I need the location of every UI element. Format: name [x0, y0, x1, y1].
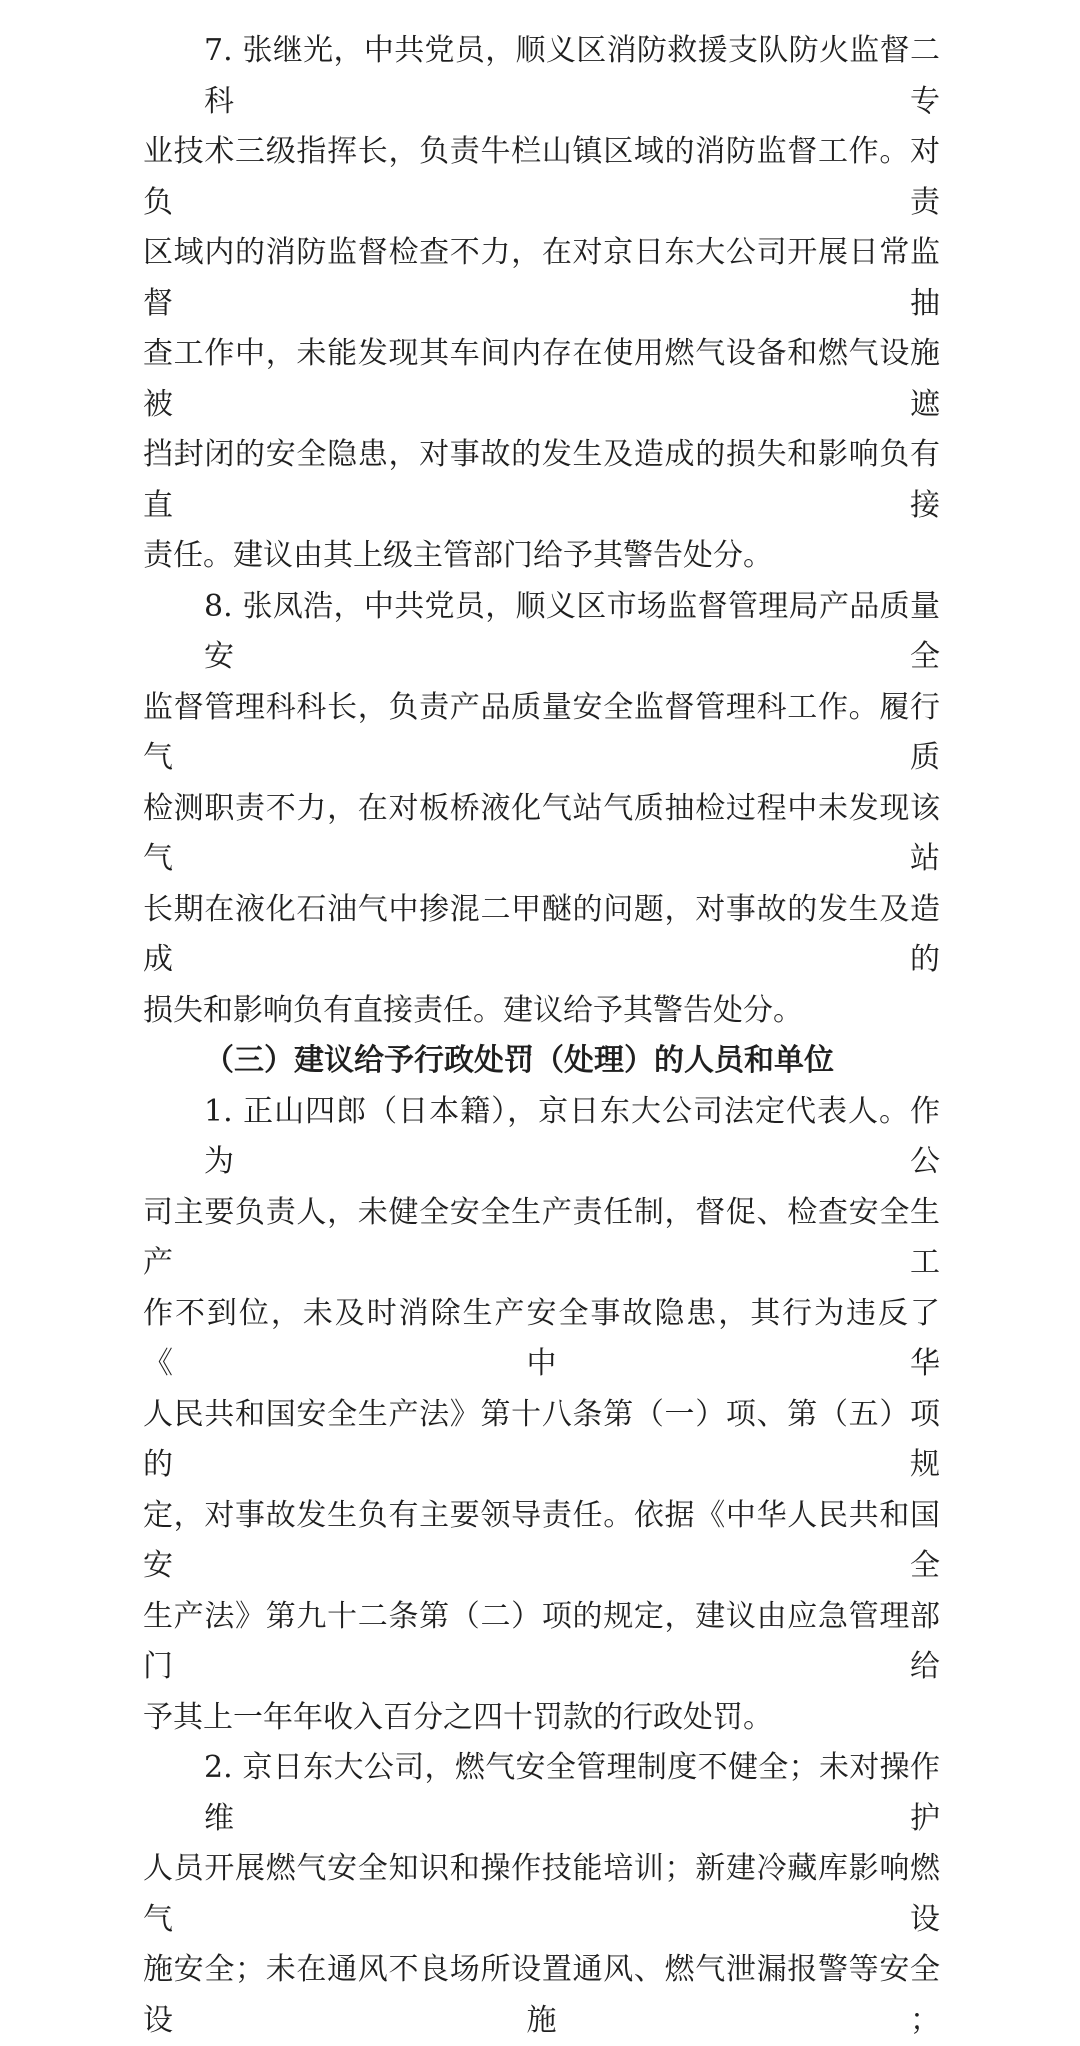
text-line: 司主要负责人，未健全安全生产责任制，督促、检查安全生产工 — [143, 1194, 940, 1280]
text-line: 区域内的消防监督检查不力，在对京日东大公司开展日常监督抽 — [143, 235, 940, 321]
text-line: 业技术三级指挥长，负责牛栏山镇区域的消防监督工作。对负责 — [143, 134, 940, 220]
section-heading-line: （三）建议给予行政处罚（处理）的人员和单位 — [204, 1043, 834, 1078]
text-line: 长期在液化石油气中掺混二甲醚的问题，对事故的发生及造成的 — [143, 891, 940, 977]
text-line: 责任。建议由其上级主管部门给予其警告处分。 — [143, 538, 773, 573]
text-line: 检测职责不力，在对板桥液化气站气质抽检过程中未发现该气站 — [143, 790, 940, 876]
text-line: 定，对事故发生负有主要领导责任。依据《中华人民共和国安全 — [143, 1497, 940, 1583]
text-line: 2. 京日东大公司，燃气安全管理制度不健全；未对操作维护 — [204, 1750, 940, 1836]
text-line: 1. 正山四郎（日本籍），京日东大公司法定代表人。作为公 — [204, 1093, 940, 1179]
text-line: 损失和影响负有直接责任。建议给予其警告处分。 — [143, 992, 803, 1028]
text-line: 挡封闭的安全隐患，对事故的发生及造成的损失和影响负有直接 — [143, 437, 940, 523]
text-line: 监督管理科科长，负责产品质量安全监督管理科工作。履行气质 — [143, 689, 940, 775]
text-line: 予其上一年年收入百分之四十罚款的行政处罚。 — [143, 1699, 773, 1735]
text-line: 人民共和国安全生产法》第十八条第（一）项、第（五）项的规 — [143, 1396, 940, 1482]
text-line: 生产法》第九十二条第（二）项的规定，建议由应急管理部门给 — [143, 1598, 940, 1684]
text-line: 8. 张凤浩，中共党员，顺义区市场监督管理局产品质量安全 — [204, 588, 940, 674]
text-line: 施安全；未在通风不良场所设置通风、燃气泄漏报警等安全设施； — [143, 1952, 940, 2038]
text-line: 7. 张继光，中共党员，顺义区消防救援支队防火监督二科专 — [204, 33, 940, 119]
text-line: 作不到位，未及时消除生产安全事故隐患，其行为违反了《中华 — [143, 1295, 940, 1381]
text-line: 人员开展燃气安全知识和操作技能培训；新建冷藏库影响燃气设 — [143, 1851, 940, 1937]
text-line: 查工作中，未能发现其车间内存在使用燃气设备和燃气设施被遮 — [143, 336, 940, 422]
